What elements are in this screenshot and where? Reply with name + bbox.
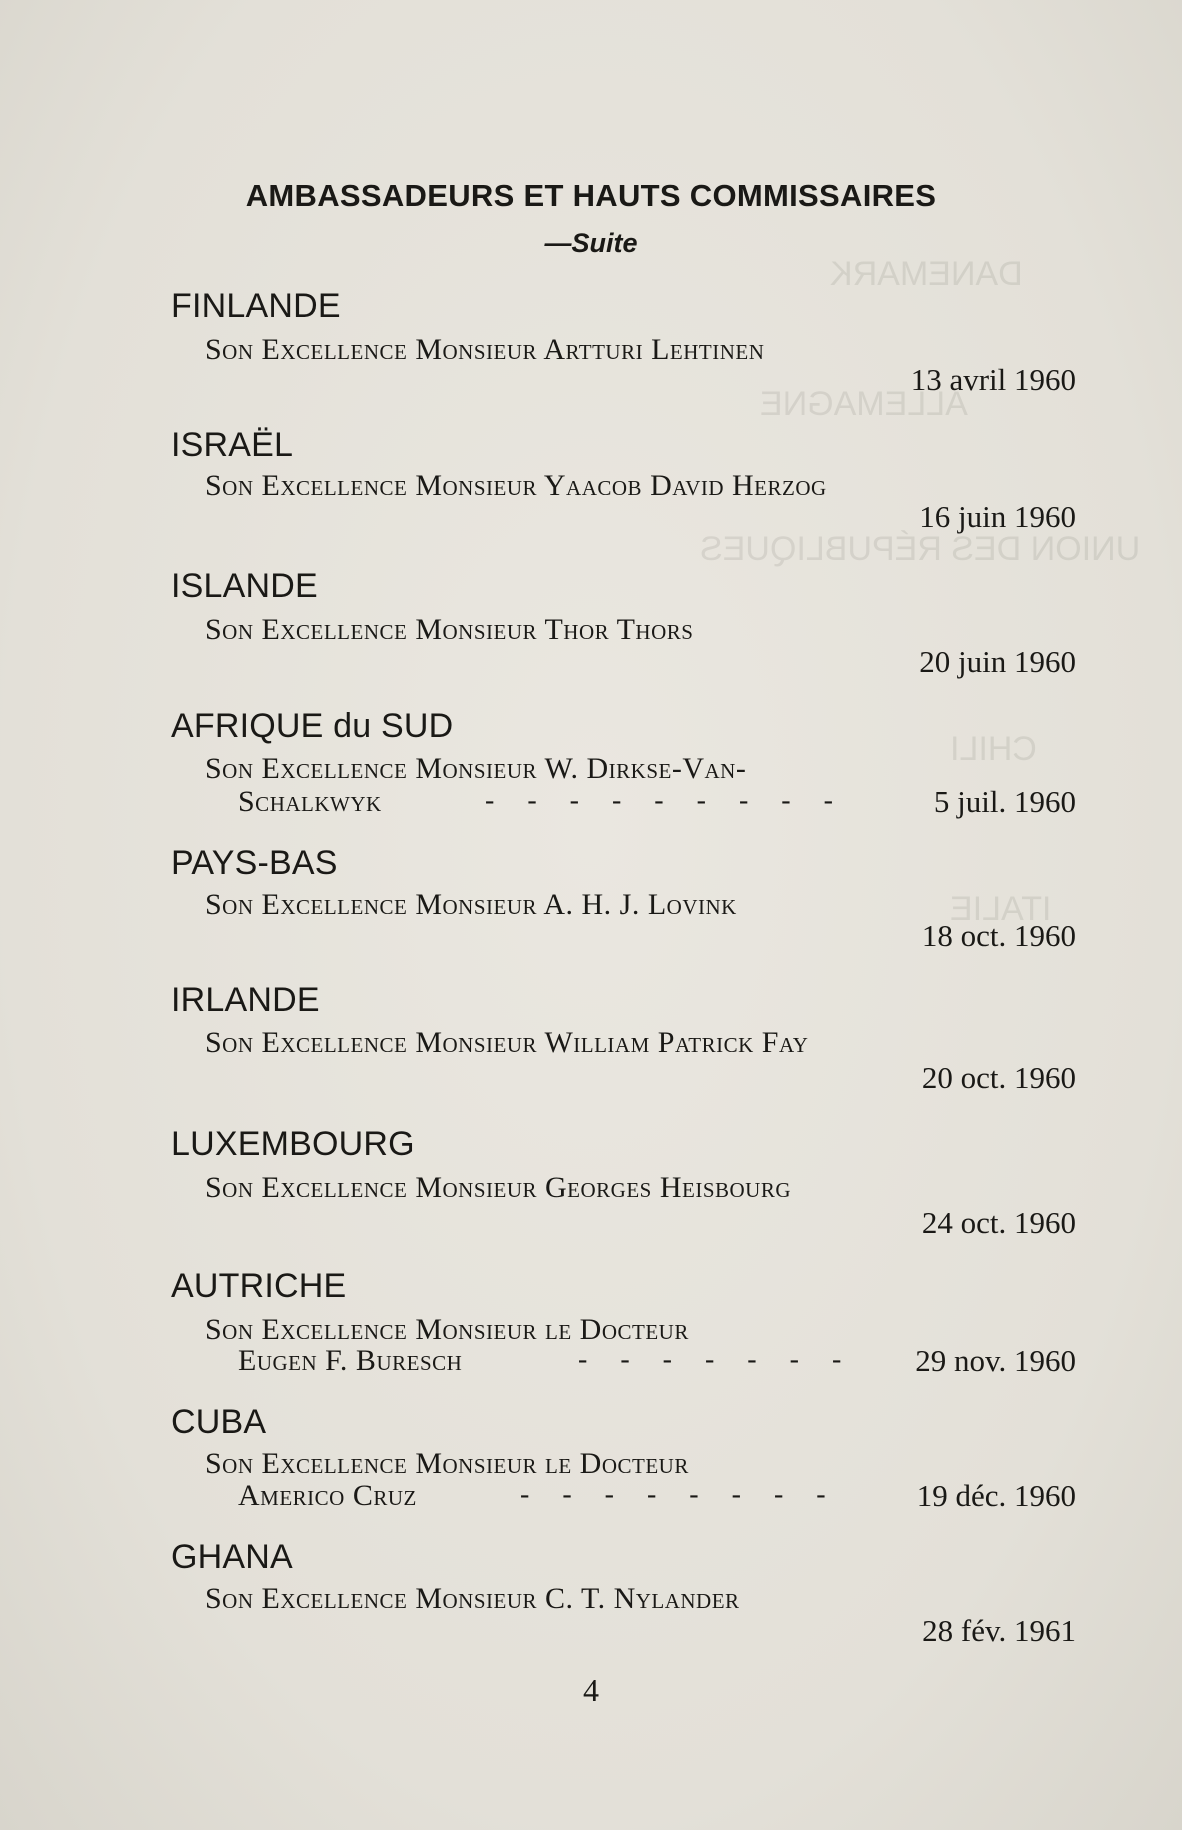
- entry-ambassador: Son Excellence Monsieur William Patrick Fay: [205, 1026, 809, 1059]
- entry-date: 5 juil. 1960: [933, 784, 1076, 819]
- entry-country: IRLANDE: [171, 981, 320, 1019]
- entry-ambassador: Son Excellence Monsieur Thor Thors: [205, 613, 694, 646]
- entry-country: FINLANDE: [171, 287, 341, 325]
- entry-ambassador: Son Excellence Monsieur le Docteur: [205, 1313, 689, 1346]
- page-number: 4: [583, 1672, 599, 1708]
- dot-leader: - - - - - - - - -: [485, 785, 846, 816]
- entry-date: 20 oct. 1960: [921, 1060, 1076, 1095]
- entry-country: LUXEMBOURG: [171, 1125, 415, 1163]
- section-subheading: —Suite: [544, 228, 638, 258]
- show-through-text: ALLEMAGNE: [760, 385, 968, 423]
- entry-ambassador-continued: Americo Cruz: [238, 1479, 417, 1512]
- entry-date: 28 fév. 1961: [922, 1613, 1076, 1648]
- entry-date: 19 déc. 1960: [916, 1478, 1076, 1513]
- entry-country: AFRIQUE du SUD: [171, 707, 454, 745]
- entry-ambassador: Son Excellence Monsieur Yaacob David Herzog: [205, 469, 827, 502]
- show-through-text: ITALIE: [950, 890, 1052, 928]
- entry-country: CUBA: [171, 1403, 267, 1441]
- entry-ambassador: Son Excellence Monsieur W. Dirkse-Van-: [205, 752, 747, 785]
- entry-country: AUTRICHE: [171, 1267, 347, 1305]
- dot-leader: - - - - - - - -: [520, 1479, 839, 1510]
- entry-ambassador: Son Excellence Monsieur C. T. Nylander: [205, 1582, 740, 1615]
- entry-country: PAYS-BAS: [171, 844, 338, 882]
- entry-ambassador: Son Excellence Monsieur A. H. J. Lovink: [205, 888, 737, 921]
- entry-date: 29 nov. 1960: [915, 1343, 1076, 1378]
- entry-date: 20 juin 1960: [919, 644, 1076, 679]
- entry-date: 18 oct. 1960: [921, 918, 1076, 953]
- entry-date: 16 juin 1960: [919, 499, 1076, 534]
- entry-date: 13 avril 1960: [910, 362, 1076, 397]
- entry-ambassador: Son Excellence Monsieur Artturi Lehtinen: [205, 333, 765, 366]
- entry-ambassador-continued: Eugen F. Buresch: [238, 1344, 463, 1377]
- entry-country: ISLANDE: [171, 567, 318, 605]
- entry-country: ISRAËL: [171, 426, 294, 464]
- show-through-text: CHILI: [950, 730, 1037, 768]
- entry-ambassador: Son Excellence Monsieur le Docteur: [205, 1447, 689, 1480]
- show-through-text: UNION DES RÉPUBLIQUES: [700, 530, 1141, 568]
- entry-ambassador: Son Excellence Monsieur Georges Heisbourg: [205, 1171, 792, 1204]
- show-through-text: DANEMARK: [830, 255, 1023, 293]
- entry-date: 24 oct. 1960: [921, 1205, 1076, 1240]
- dot-leader: - - - - - - -: [578, 1344, 855, 1375]
- section-heading: AMBASSADEURS ET HAUTS COMMISSAIRES: [245, 178, 937, 213]
- entry-ambassador-continued: Schalkwyk: [238, 785, 382, 818]
- entry-country: GHANA: [171, 1538, 293, 1576]
